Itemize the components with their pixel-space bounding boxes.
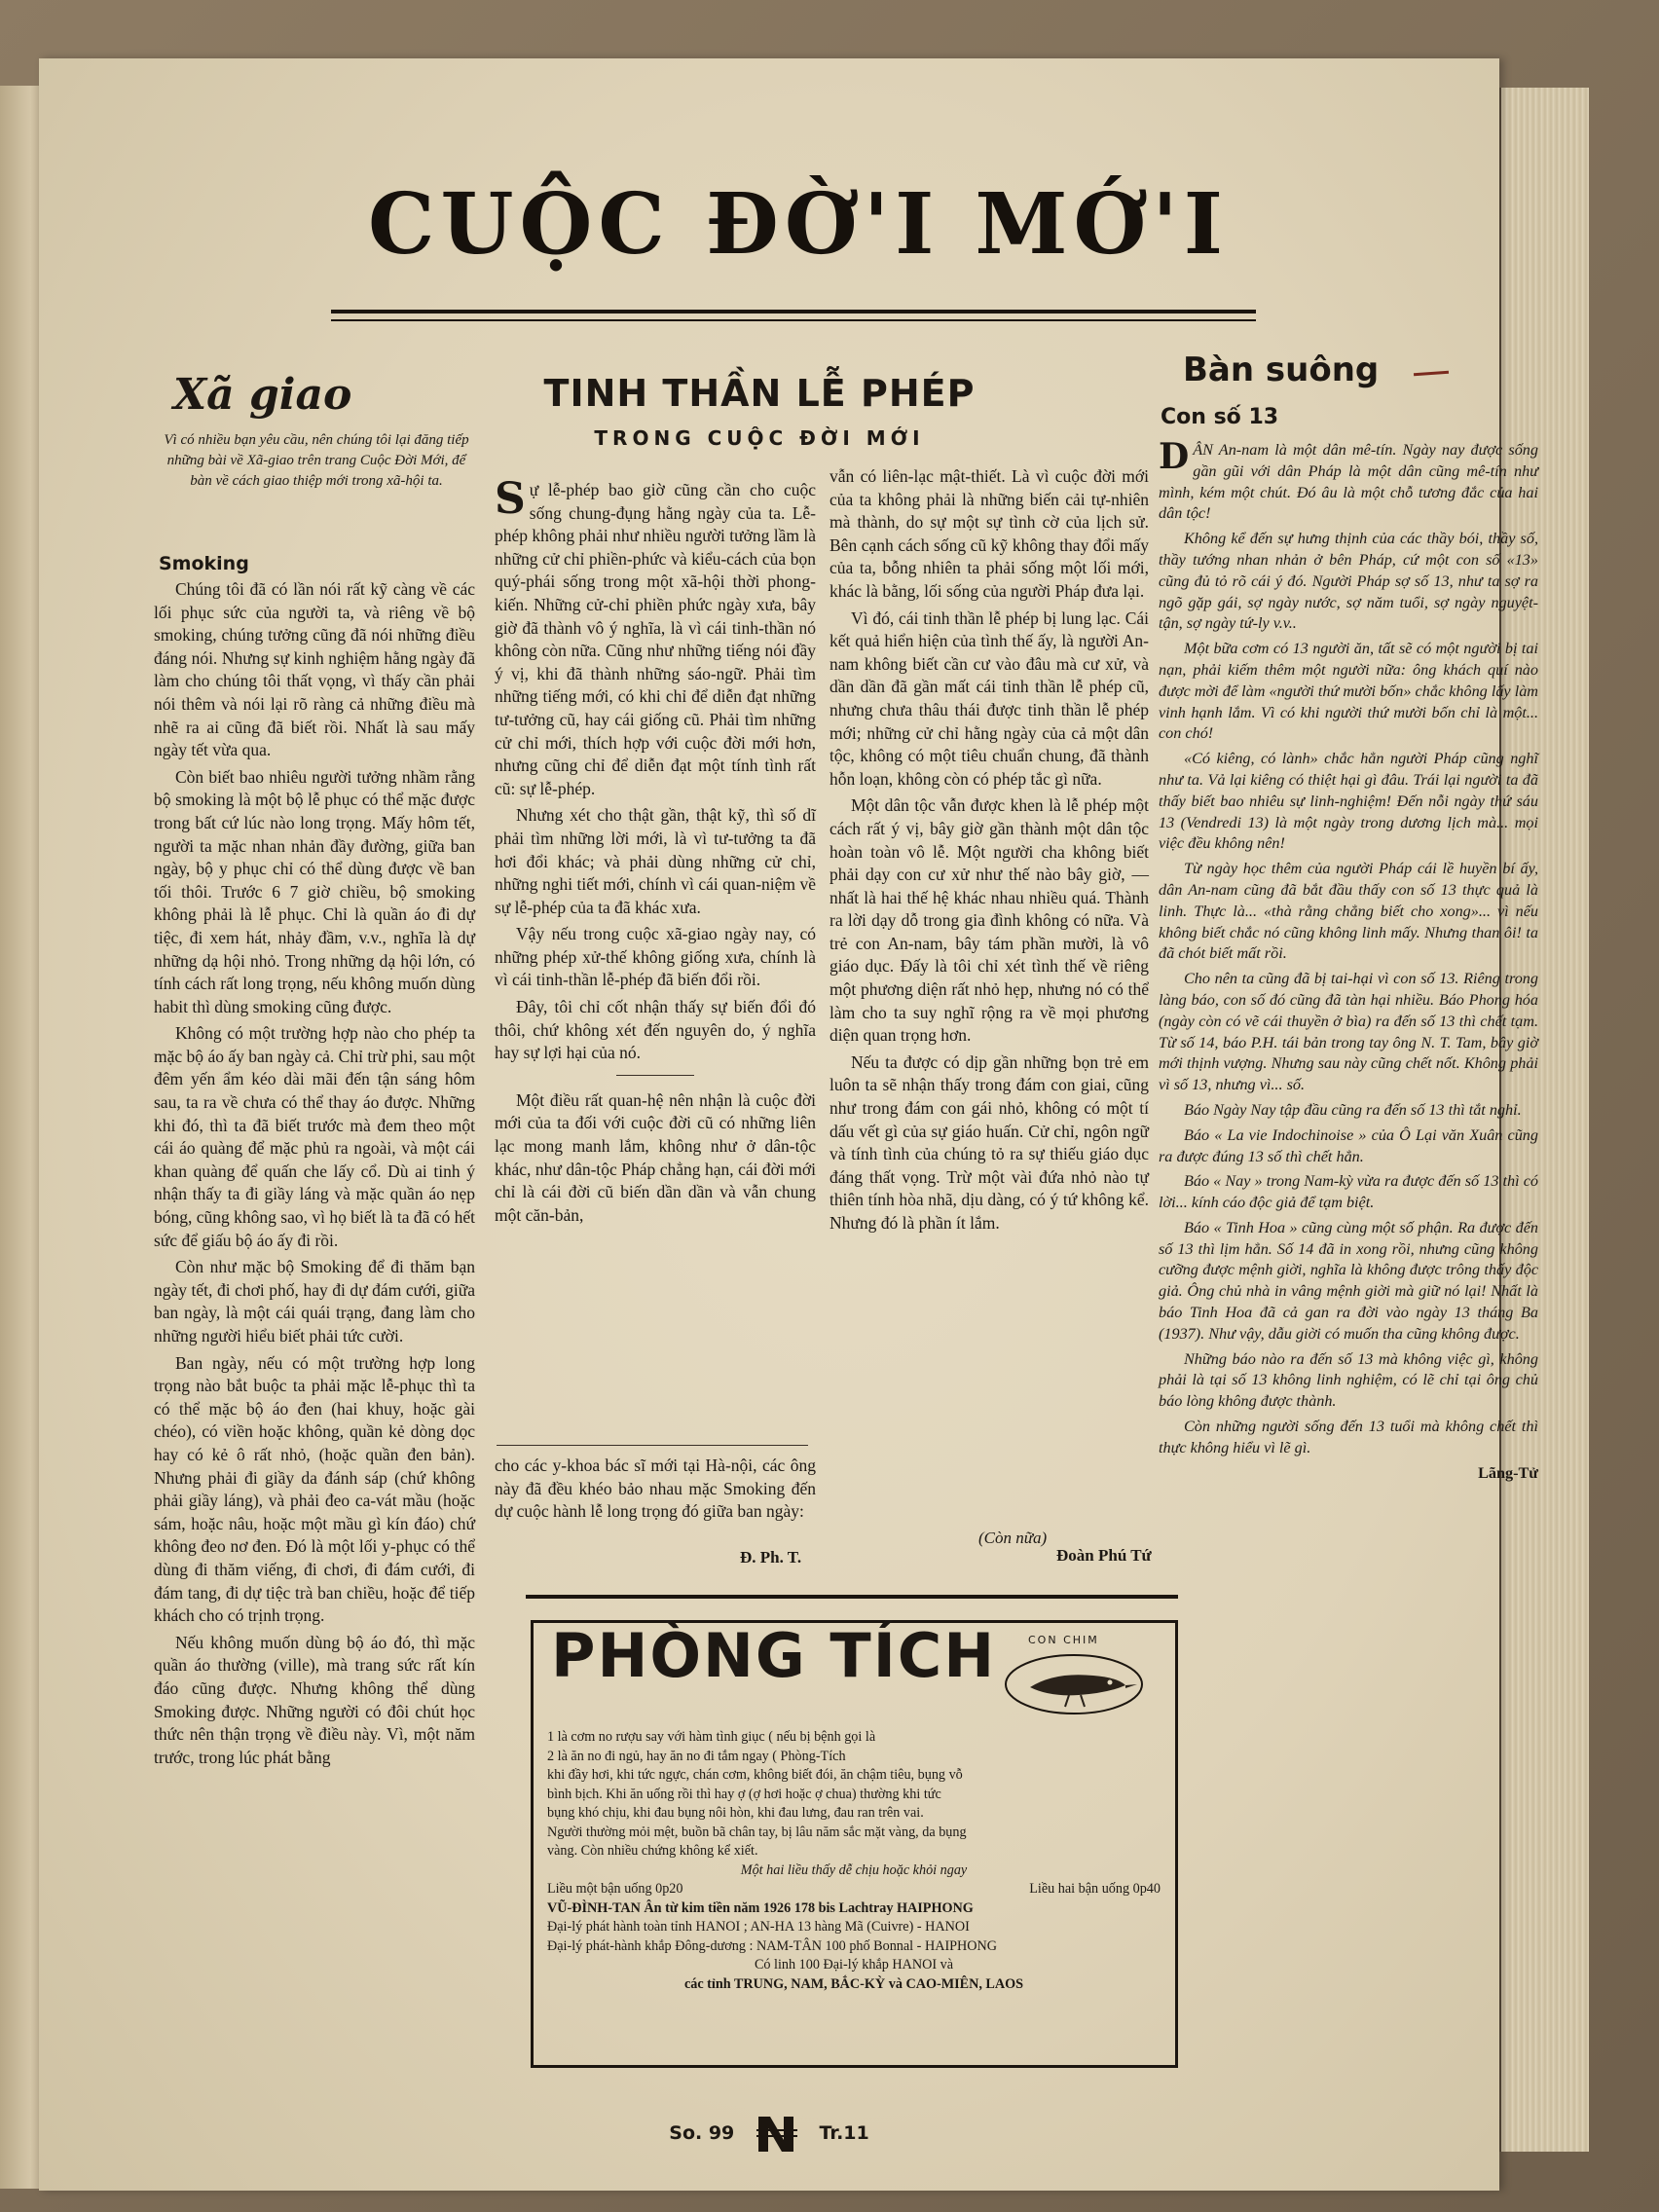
le-phep-paragraph: Nhưng xét cho thật gần, thật kỹ, thì số dĩ phải tìm những lời mới, là vì tư-tưởng ta đã hơi đổi khác; và phải dùng những cử chỉ, những nghi tiết mới, chính vì cái quan-niệm về sự lễ-phép của ta đã khác xưa.: [495, 805, 816, 917]
ban-suong-body: [1159, 436, 1538, 1488]
ad-dose-one: Liều một bận uống 0p20: [547, 1881, 683, 1897]
ad-line: bình bịch. Khi ăn uống rồi thì hay ợ (ợ hơi hoặc ợ chua) thường khi tức: [547, 1786, 941, 1802]
ad-maker: VŨ-ĐÌNH-TAN Ân từ kim tiền năm 1926 178 bis Lachtray HAIPHONG: [547, 1899, 974, 1916]
masthead-rule-thin: [331, 319, 1256, 321]
le-phep-title: TINH THẦN LỄ PHÉP: [543, 372, 976, 415]
ban-suong-paragraph: Một bữa cơm có 13 người ăn, tất sẽ có một người bị tai nạn, phải kiếm thêm một người nữa: ông khách quí nào được mời để làm «người thứ mười bốn» chắc không lấy làm vinh hạnh lắm. Vì có khi người thứ mười bốn chỉ là một... con chó!: [1159, 640, 1538, 743]
ban-suong-paragraph: Báo « La vie Indochinoise » của Ô Lại văn Xuân cũng ra được đúng 13 số thì chết hẳn.: [1159, 1125, 1538, 1165]
xa-giao-paragraph: Ban ngày, nếu có một trường hợp long trọng nào bắt buộc ta phải mặc lễ-phục thì ta có thể mặc bộ áo đen (hai khuy, hoặc gài chéo), có viền hoặc không, quần kẻ dòng dọc hay có kẻ ô rất nhỏ, (hoặc quần đen bản). Nhưng phải đi giầy da đánh sáp (chứ không phải giầy láng), và phải đeo ca-vát mầu (hoặc sám, hoặc nâu, hoặc một mầu gì kín đáo) chứ không đeo nơ đen. Đó là một lối y-phục có thể dùng đi thăm viếng, đi chơi, đi đám cưới, đi đám tang, đi dự tiệc trà ban chiều, hoặc để tiếp khách cho có trịnh trọng.: [154, 1352, 475, 1626]
le-phep-subtitle: TRONG CUỘC ĐỜI MỚI: [594, 426, 925, 450]
ad-tagline: Một hai liều thấy dễ chịu hoặc khỏi ngay: [740, 1862, 968, 1878]
page-footer: [39, 2111, 1499, 2156]
xa-giao-tail: cho các y-khoa bác sĩ mới tại Hà-nội, các ông này đã đều khéo bảo nhau mặc Smoking đến dự cuộc hành lễ long trọng đó giữa ban ngày:: [495, 1456, 816, 1522]
ad-body: [547, 1728, 1161, 1994]
ban-suong-paragraph: [1159, 436, 1538, 525]
ngay-nay-logo-icon: [755, 2111, 799, 2156]
ban-suong-paragraph: Còn những người sống đến 13 tuổi mà không chết thì thực không hiểu vì lẽ gì.: [1159, 1418, 1538, 1456]
le-phep-note: Một điều rất quan-hệ nên nhận là cuộc đời mới của ta đối với cuộc đời cũ có những liên lạc mong manh lắm, không như ở dân-tộc khác, như dân-tộc Pháp chẳng hạn, cái đời mới chỉ là cái đời cũ biến dần dần và vẫn chung một căn-bản,: [495, 1089, 816, 1225]
le-phep-col-a: [495, 474, 816, 1231]
ban-suong-paragraph: Báo Ngày Nay tập đầu cũng ra đến số 13 thì tắt nghỉ.: [1184, 1100, 1522, 1119]
ad-agent: Đại-lý phát-hành khắp Đông-dương : NAM-TÂN 100 phố Bonnal - HAIPHONG: [547, 1937, 998, 1954]
page-number: Tr.11: [819, 2122, 869, 2144]
xa-giao-paragraph: Không có một trường hợp nào cho phép ta mặc bộ áo ấy ban ngày cả. Chỉ trừ phi, sau một đêm yến ẩm kéo dài mãi đến tận sáng hôm sau, ta ra về chưa có thể thay áo được. Những khi đó, thì ta đã biết trước mà đem theo một cái áo quàng để mặc phủ ra ngoài, và một cái khan quàng để quấn che lấy cổ. Dù ai tinh ý nhận thấy ta đi giầy láng và mặc quần áo nẹp bóng, cũng không sao, vì họ biết là ta đã có hết sức để giấu bộ áo ấy đi rồi.: [154, 1023, 475, 1250]
ban-suong-subtitle: Con số 13: [1161, 405, 1279, 429]
xa-giao-paragraph: Còn như mặc bộ Smoking để đi thăm bạn ngày tết, đi chơi phố, hay đi dự đám cưới, giữa ban ngày, là một cái quái trạng, đang làm cho những người hiểu biết phải tức cười.: [154, 1257, 475, 1346]
le-phep-paragraph: vẫn có liên-lạc mật-thiết. Là vì cuộc đời mới của ta không phải là những biến cải tự-nhiên mà thành, do sự một sự tình cờ của lịch sử. Bên cạnh cách sống cũ kỹ không thay đổi mấy của ta, bỗng nhiên ta phải sống một lối mới, khác là bằng, lối sống của người Pháp đưa lại.: [830, 466, 1149, 601]
ad-agent: các tỉnh TRUNG, NAM, BẮC-KỲ và CAO-MIÊN, LAOS: [683, 1975, 1024, 1992]
column-divider: [497, 1445, 808, 1446]
ban-suong-paragraph: Báo « Nay » trong Nam-kỳ vừa ra được đến số 13 thì có lời... kính cáo độc giả để tạm biệt.: [1159, 1172, 1538, 1212]
ad-line: 2 là ăn no đi ngủ, hay ăn no đi tắm ngay ( Phòng-Tích: [547, 1748, 846, 1764]
masthead-title: CUỘC ĐỜ'I MỚ'I: [368, 175, 1229, 274]
bird-logo-icon: [1001, 1650, 1147, 1718]
issue-number: So. 99: [669, 2122, 735, 2144]
dropcap: S: [495, 474, 526, 524]
xa-giao-paragraph: Chúng tôi đã có lần nói rất kỹ càng về các lối phục sức của người ta, và riêng về bộ smoking, chúng tưởng cũng đã nói những điều đáng nói. Nhưng sự kinh nghiệm hằng ngày đã làm cho chúng tôi thất vọng, vì thấy cần phải nói thêm và nói lại rõ ràng cả những điều mà nhẽ ra ai cũng đã biết rồi. Nhất là sau mấy ngày tết vừa qua.: [154, 579, 475, 760]
ad-line: vàng. Còn nhiều chứng không kể xiết.: [547, 1843, 758, 1859]
le-phep-text: ự lễ-phép bao giờ cũng cần cho cuộc sống chung-đụng hằng ngày của ta. Lễ-phép không phải như nhiều người tưởng lầm là những cử chỉ phiền-phức và kiểu-cách của bọn quý-phái sống trong một xã-hội thời phong-kiến. Những cử-chỉ phiền phức ngày xưa, bây giờ đã thành vô ý nghĩa, là vì cái tinh-thần nó không còn nữa. Cũng như những tiếng nói đầy ý vị, khi đã thành những sáo-ngữ. Phải tìm những tiếng mới, có khi chỉ để diễn đạt những tư-tưởng cũ, hay cái giống cũ. Phải tìm những cử chỉ mới, thích hợp với cuộc đời mới hơn, nhưng cũng chỉ để diễn đạt một tính tình rất cũ: sự lễ-phép.: [495, 480, 816, 798]
masthead-rule: [331, 310, 1256, 313]
ad-line: bụng khó chịu, khi đau bụng nôi hòn, khi đau lưng, đau ran trên vai.: [547, 1805, 924, 1821]
ad-bird-label: CON CHIM: [1028, 1634, 1099, 1646]
ad-line: 1 là cơm no rượu say với hàm tình giục ( nếu bị bệnh gọi là: [547, 1729, 876, 1745]
ad-title: PHÒNG TÍCH: [551, 1620, 997, 1691]
ban-suong-paragraph: Cho nên ta cũng đã bị tai-hại vì con số 13. Riêng trong làng báo, con số đó cũng đã tàn hại nhiều. Báo Phong hóa (ngày còn có vẽ cái thuyền ở bìa) ra đến số 13 thì chết tạm. Từ số 14, báo P.H. tái bản trong tay ông N. T. Tam, bây giờ mới thịnh vượng. Nhưng sau này cũng chết nốt. Không phải vì số 13, nhưng vì... số.: [1159, 970, 1538, 1094]
smoking-heading: Smoking: [159, 553, 249, 574]
xa-giao-intro: Vì có nhiều bạn yêu cầu, nên chúng tôi lại đăng tiếp những bài về Xã-giao trên trang Cuộc Đời Mới, để bàn về cách giao thiệp mới trong xã-hội ta.: [164, 432, 469, 489]
phong-tich-advertisement: [531, 1620, 1178, 2068]
le-phep-paragraph: Nếu ta được có dịp gần những bọn trẻ em luôn ta sẽ nhận thấy trong đám con giai, cũng như trong đám con gái nhỏ, không có một tí dấu vết gì của sự giáo huấn. Cử chỉ, ngôn ngữ và tính tình của chúng tỏ ra sự thiếu giáo dục đáng thất vọng. Trừ một vài đứa nhỏ nào tự thiên tính hòa nhã, dịu dàng, có ý tứ không kể. Nhưng đó là phần ít lắm.: [830, 1051, 1149, 1233]
section-divider: [616, 1075, 694, 1076]
ad-dose-two: Liều hai bận uống 0p40: [1029, 1881, 1161, 1897]
le-phep-paragraph: Đây, tôi chỉ cốt nhận thấy sự biến đổi đó thôi, chứ không xét đến nguyên do, ý nghĩa hay sự lợi hại của nó.: [495, 997, 816, 1063]
xa-giao-body: [154, 578, 475, 1773]
ad-doses: [547, 1880, 1161, 1899]
ad-agent: Có linh 100 Đại-lý khắp HANOI và: [754, 1957, 954, 1972]
ban-suong-paragraph: Từ ngày học thêm của người Pháp cái lề huyền bí ấy, dân An-nam cũng đã bắt đầu thấy con số 13 thực quả là linh. Thực là... «thà rằng chẳng biết cho xong»... vì nếu không biết chắc nó cũng không linh mấy. Nhưng than ôi! ta đã chót biết mất rồi.: [1159, 860, 1538, 963]
le-phep-paragraph: Một dân tộc vẫn được khen là lễ phép một cách rất ý vị, bây giờ gần thành một dân tộc hoàn toàn vô lễ. Một người cha không biết phải dạy con cư xử như thế nào bây giờ, — nhất là hai thế hệ khác nhau nhiều quá. Thành ra lời dạy dỗ trong gia đình không có nữa. Và trẻ con An-nam, bây tám phần mười, là vô giáo dục. Đấy là tôi chỉ xét tình thế về riêng một phương diện rất nhỏ hẹp, nhưng nó có thể làm cho ta suy nghĩ rộng ra về mọi phương diện quan trọng hơn.: [830, 795, 1149, 1046]
ad-line: Người thường mỏi mệt, buồn bã chân tay, bị lâu năm sắc mặt vàng, da bụng: [547, 1824, 967, 1840]
ban-suong-paragraph: Những báo nào ra đến số 13 mà không việc gì, không phải là tại số 13 không linh nghiệm, có lẽ chỉ tại ông chủ báo lòng không được thành.: [1159, 1349, 1538, 1411]
ink-dash: [1414, 371, 1449, 377]
le-phep-author: Đoàn Phú Tứ: [1056, 1546, 1152, 1565]
xa-giao-continuation: [495, 1455, 816, 1528]
le-phep-paragraph: Vậy nếu trong cuộc xã-giao ngày nay, có những phép xử-thế không giống xưa, chính là vì cái tinh-thần lễ-phép đã biến đổi rồi.: [495, 924, 816, 990]
le-phep-col-b: [830, 465, 1149, 1239]
xa-giao-signature: Đ. Ph. T.: [740, 1548, 802, 1567]
xa-giao-paragraph: Nếu không muốn dùng bộ áo đó, thì mặc quần áo thường (ville), mà trang sức rất kín đáo cũng được. Nhưng không thể dùng Smoking được. Những người có đôi chút học thức nên thận trọng về điều này. Vì, một năm trước, trong lúc phát bằng: [154, 1632, 475, 1767]
ad-line: khi đầy hơi, khi tức ngực, chán cơm, không biết đói, ăn chậm tiêu, bụng vỗ: [547, 1767, 963, 1783]
newspaper-page: [39, 58, 1538, 2191]
ban-suong-title: Bàn suông: [1183, 350, 1380, 389]
le-phep-paragraph: Vì đó, cái tinh thần lễ phép bị lung lạc. Cái kết quả hiển hiện của tình thế ấy, là người An-nam không biết cần cư vào đâu mà cư xử, và dần dần đã gần mất cái tinh thần lễ phép cũ, nhưng chưa thâu thái được tinh thần lễ phép mới; những cử chỉ hằng ngày của cả một dân tộc, không có một tiêu chuẩn chung, đã thành hỗn loạn, không còn có phép tắc gì nữa.: [830, 608, 1149, 789]
xa-giao-paragraph: Còn biết bao nhiêu người tưởng nhầm rằng bộ smoking là một bộ lễ phục có thể mặc được trong bất cứ lúc nào long trọng. Mấy hôm tết, người ta mặc nhan nhản đầy đường, giữa ban ngày, bộ y phục chỉ có thể dùng được về ban tối thôi. Trước 6 7 giờ chiều, bộ smoking không phải là lễ phục. Chỉ là quần áo đi dự tiệc, đi xem hát, nhảy đầm, v.v., nghĩa là dự những dạ hội nhỏ. Trong những dạ hội lớn, có tính cách rất long trọng, nếu không muốn dùng habit thì dùng smoking cũng được.: [154, 766, 475, 1016]
ad-agent: Đại-lý phát hành toàn tỉnh HANOI ; AN-HA 13 hàng Mã (Cuivre) - HANOI: [547, 1919, 970, 1935]
xa-giao-title: Xã giao: [173, 370, 352, 420]
ban-suong-paragraph: «Có kiêng, có lành» chắc hẳn người Pháp cũng nghĩ như ta. Vả lại kiêng có thiệt hại gì đâu. Trái lại người ta đã thấy biết bao nhiêu sự linh-nghiệm! Đến nỗi ngày thứ sáu 13 (Vendredi 13) là một ngày trong dương lịch mà... mọi việc đều không nên!: [1159, 750, 1538, 853]
dropcap: D: [1159, 436, 1190, 477]
advertisement-rule: [526, 1595, 1178, 1599]
ban-suong-author: Lãng-Tử: [1478, 1463, 1538, 1482]
ban-suong-paragraph: Không kể đến sự hưng thịnh của các thầy bói, thầy số, thầy tướng nhan nhản ở bên Pháp, cứ một con số «13» cũng đủ tỏ rõ cái ý đó. Người Pháp sợ số 13, như ta sợ ra ngõ gặp gái, sợ ngày nước, sợ năm tuổi, sợ ngày nguyệt-tận, sợ ngày tứ-ly v.v..: [1159, 530, 1538, 633]
ban-suong-paragraph: Báo « Tinh Hoa » cũng cùng một số phận. Ra được đến số 13 thì lịm hẳn. Số 14 đã in xong rồi, nhưng cũng không cưỡng được mệnh giời, nghĩa là không được trông thấy độc giả. Ông chủ nhà in vâng mệnh giời mà giữ nó lại! Nhất là báo Tinh Hoa đã cả gan ra đời vào ngày 13 tháng Ba (1937). Như vậy, dẫu giời có muốn tha cũng không được.: [1159, 1218, 1538, 1343]
ban-suong-text: ÂN An-nam là một dân mê-tín. Ngày nay được sống gần gũi với dân Pháp là một dân cũng mê-tín như mình, kém một chút. Đó âu là một chỗ tương đắc của hai dân tộc!: [1159, 441, 1538, 523]
continued-note: (Còn nữa): [978, 1529, 1048, 1547]
le-phep-paragraph: [495, 474, 816, 800]
